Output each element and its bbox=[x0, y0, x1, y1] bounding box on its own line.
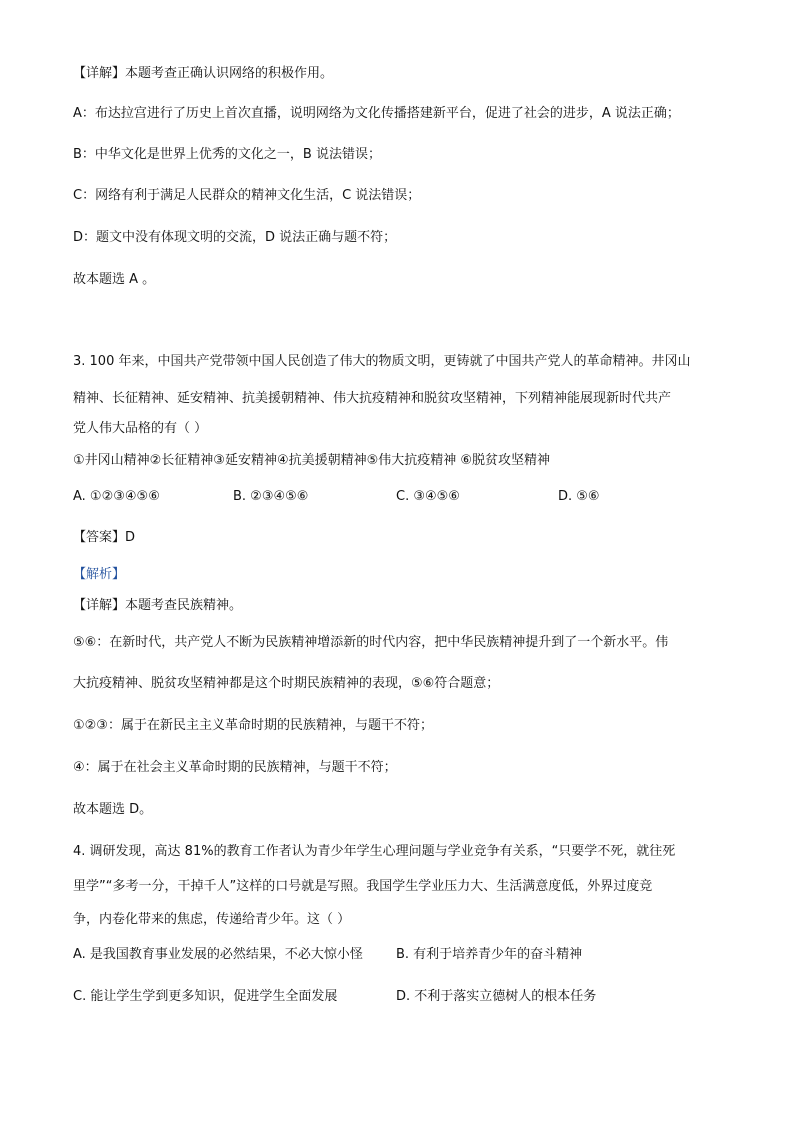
q2-explanation-a: A：布达拉宫进行了历史上首次直播，说明网络为文化传播搭建新平台，促进了社会的进步，A 说法正确； bbox=[73, 106, 680, 121]
q4-option-d: D. 不利于落实立德树人的根本任务 bbox=[396, 989, 597, 1004]
q2-explanation-d: D：题文中没有体现文明的交流，D 说法正确与题不符； bbox=[73, 230, 397, 245]
q4-option-c: C. 能让学生学到更多知识，促进学生全面发展 bbox=[73, 989, 338, 1004]
q3-items: ①井冈山精神②长征精神③延安精神④抗美援朝精神⑤伟大抗疫精神 ⑥脱贫攻坚精神 bbox=[73, 453, 551, 468]
q3-explanation-line1: ⑤⑥：在新时代，共产党人不断为民族精神增添新的时代内容，把中华民族精神提升到了一个新水平。伟 bbox=[73, 635, 669, 650]
q3-explanation-2: ①②③：属于在新民主主义革命时期的民族精神，与题干不符； bbox=[73, 718, 433, 733]
q2-explanation-b: B：中华文化是世界上优秀的文化之一，B 说法错误； bbox=[73, 147, 381, 162]
q3-option-a: A. ①②③④⑤⑥ bbox=[73, 489, 160, 504]
q4-option-b: B. 有利于培养青少年的奋斗精神 bbox=[396, 947, 583, 962]
q4-stem-line1: 4. 调研发现，高达 81%的教育工作者认为青少年学生心理问题与学业竞争有关系，“只要学不死，就往死 bbox=[73, 844, 676, 859]
q4-stem-line2: 里学”“多考一分，干掉千人”这样的口号就是写照。我国学生学业压力大、生活满意度低，外界过度竞 bbox=[73, 879, 653, 894]
q3-answer: 【答案】D bbox=[73, 530, 136, 545]
q2-explanation-c: C：网络有利于满足人民群众的精神文化生活，C 说法错误； bbox=[73, 188, 421, 203]
q2-conclusion: 故本题选 A 。 bbox=[73, 272, 156, 287]
q2-detail: 【详解】本题考查正确认识网络的积极作用。 bbox=[73, 66, 334, 81]
q3-option-b: B. ②③④⑤⑥ bbox=[233, 489, 309, 504]
q3-analysis-label: 【解析】 bbox=[73, 567, 126, 582]
q3-explanation-line2: 大抗疫精神、脱贫攻坚精神都是这个时期民族精神的表现，⑤⑥符合题意； bbox=[73, 676, 500, 691]
q3-detail: 【详解】本题考查民族精神。 bbox=[73, 598, 243, 613]
q3-option-d: D. ⑤⑥ bbox=[558, 489, 600, 504]
q3-stem-line1: 3. 100 年来，中国共产党带领中国人民创造了伟大的物质文明，更铸就了中国共产党人的革命精神。井冈山 bbox=[73, 354, 691, 369]
q3-stem-line3: 党人伟大品格的有（ ） bbox=[73, 421, 208, 436]
q3-option-c: C. ③④⑤⑥ bbox=[396, 489, 460, 504]
q3-stem-line2: 精神、长征精神、延安精神、抗美援朝精神、伟大抗疫精神和脱贫攻坚精神，下列精神能展现新时代共产 bbox=[73, 391, 672, 406]
q4-stem-line3: 争，内卷化带来的焦虑，传递给青少年。这（ ） bbox=[73, 912, 351, 927]
q3-conclusion: 故本题选 D。 bbox=[73, 802, 153, 817]
q4-option-a: A. 是我国教育事业发展的必然结果，不必大惊小怪 bbox=[73, 947, 363, 962]
q3-explanation-3: ④：属于在社会主义革命时期的民族精神，与题干不符； bbox=[73, 760, 397, 775]
